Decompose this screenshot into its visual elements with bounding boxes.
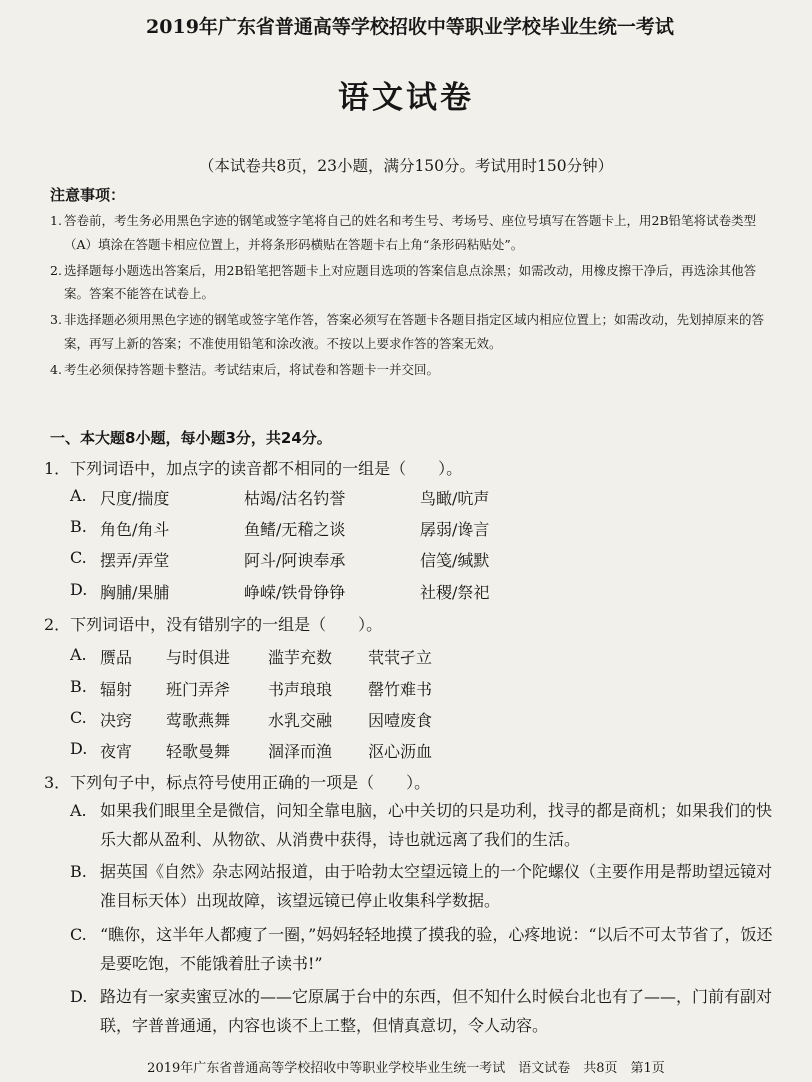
- q1-option-d: [70, 580, 770, 602]
- question-3-stem: 3．下列句子中，标点符号使用正确的一项是（ ）。: [44, 773, 431, 792]
- option-word: 罄竹难书: [368, 680, 433, 699]
- q2-option-a: [70, 645, 770, 667]
- note-number: 2.: [50, 262, 62, 278]
- option-label: A.: [70, 645, 87, 664]
- option-word: 辐射: [100, 680, 133, 699]
- option-label: C.: [70, 708, 87, 727]
- option-word: 水乳交融: [268, 711, 333, 730]
- option-word: 与时俱进: [166, 648, 231, 667]
- note-number: 4.: [50, 361, 62, 377]
- note-item: [38, 209, 778, 257]
- option-word: 信笺/缄默: [420, 551, 490, 570]
- option-word: 书声琅琅: [268, 680, 333, 699]
- q3-option-c: [70, 920, 786, 978]
- option-word: 鱼鳍/无稽之谈: [244, 520, 346, 539]
- option-word: 轻歌曼舞: [166, 742, 231, 761]
- note-item: [38, 358, 778, 382]
- note-item: [38, 259, 778, 307]
- option-word: 决窍: [100, 711, 133, 730]
- option-word: 莺歌燕舞: [166, 711, 231, 730]
- option-label: B.: [70, 862, 87, 881]
- option-word: 胸脯/果脯: [100, 583, 170, 602]
- option-word: 鸟瞰/吭声: [420, 489, 490, 508]
- option-label: C.: [70, 548, 87, 567]
- option-text: 路边有一家卖蜜豆冰的——它原属于台中的东西，但不知什么时候台北也有了——，门前有副对联，字普普通通，内容也谈不上工整，但情真意切，令人动容。: [100, 987, 773, 1035]
- option-word: 阿斗/阿谀奉承: [244, 551, 346, 570]
- paper-title: 语文试卷: [338, 80, 474, 116]
- q3-option-d: [70, 982, 786, 1040]
- exam-info: （本试卷共8页，23小题，满分150分。考试用时150分钟）: [198, 157, 614, 175]
- q3-option-a: [70, 796, 786, 854]
- question-1-stem: 1．下列词语中，加点字的读音都不相同的一组是（ ）。: [44, 459, 463, 478]
- option-word: 峥嵘/铁骨铮铮: [244, 583, 346, 602]
- option-word: 社稷/祭祀: [420, 583, 490, 602]
- q2-option-b: [70, 677, 770, 699]
- option-word: 班门弄斧: [166, 680, 231, 699]
- question-2-stem: 2．下列词语中，没有错别字的一组是（ ）。: [44, 615, 383, 634]
- option-label: A.: [70, 801, 87, 820]
- option-label: B.: [70, 677, 87, 696]
- option-word: 沤心沥血: [368, 742, 433, 761]
- q3-option-b: [70, 857, 786, 915]
- option-label: D.: [70, 739, 88, 758]
- q2-option-c: [70, 708, 770, 730]
- option-word: 涸泽而渔: [268, 742, 333, 761]
- option-label: D.: [70, 987, 88, 1006]
- option-text: “瞧你，这半年人都瘦了一圈，”妈妈轻轻地摸了摸我的验，心疼地说：“以后不可太节省了，饭还是要吃饱，不能饿着肚子读书!”: [100, 925, 773, 973]
- note-number: 3.: [50, 312, 62, 328]
- option-word: 角色/角斗: [100, 520, 170, 539]
- notes-heading: 注意事项：: [50, 186, 126, 204]
- option-word: 因噎废食: [368, 711, 433, 730]
- q1-option-c: [70, 548, 770, 570]
- option-label: D.: [70, 580, 88, 599]
- exam-title: 2019年广东省普通高等学校招收中等职业学校毕业生统一考试: [146, 16, 674, 38]
- option-word: 夜宵: [100, 742, 133, 761]
- option-word: 尺度/揣度: [100, 489, 170, 508]
- note-text: 非选择题必须用黑色字迹的钢笔或签字笔作答，答案必须写在答题卡各题目指定区域内相应位置上；如需改动，先划掉原来的答案，再写上新的答案；不准使用铅笔和涂改液。不按以上要求作答的答案无效。: [64, 312, 765, 351]
- option-label: C.: [70, 925, 87, 944]
- note-text: 选择题每小题选出答案后，用2B铅笔把答题卡上对应题目选项的答案信息点涂黑；如需改动，用橡皮擦干净后，再选涂其他答案。答案不能答在试卷上。: [64, 262, 757, 302]
- note-number: 1.: [50, 213, 62, 228]
- q2-option-d: [70, 739, 770, 761]
- option-word: 滥芋充数: [268, 648, 333, 667]
- option-word: 茕茕孑立: [368, 648, 433, 667]
- option-word: 摆弄/弄堂: [100, 551, 170, 570]
- option-word: 枯竭/沽名钓誉: [244, 489, 346, 508]
- option-text: 如果我们眼里全是微信，问知全靠电脑，心中关切的只是功利，找寻的都是商机；如果我们的快乐大都从盈利、从物欲、从消费中获得，诗也就远离了我们的生活。: [100, 801, 773, 849]
- notes-list: [38, 209, 778, 384]
- note-text: 答卷前，考生务必用黑色字迹的钢笔或签字笔将自己的姓名和考生号、考场号、座位号填写在答题卡上，用2B铅笔将试卷类型（A）填涂在答题卡相应位置上，并将条形码横贴在答题卡右上角“条形码粘贴处”。: [64, 213, 757, 252]
- option-label: B.: [70, 517, 87, 536]
- section-heading: 一、本大题8小题，每小题3分，共24分。: [50, 429, 332, 447]
- note-item: [38, 308, 778, 356]
- page-footer: 2019年广东省普通高等学校招收中等职业学校毕业生统一考试 语文试卷 共8页 第1页: [147, 1061, 665, 1076]
- option-label: A.: [70, 486, 87, 505]
- option-word: 孱弱/谗言: [420, 520, 490, 539]
- q1-option-a: [70, 486, 770, 508]
- option-text: 据英国《自然》杂志网站报道，由于哈勃太空望远镜上的一个陀螺仪（主要作用是帮助望远镜对准目标天体）出现故障，该望远镜已停止收集科学数据。: [100, 862, 773, 910]
- q1-option-b: [70, 517, 770, 539]
- option-word: 赝品: [100, 648, 133, 667]
- note-text: 考生必须保持答题卡整洁。考试结束后，将试卷和答题卡一并交回。: [64, 361, 440, 377]
